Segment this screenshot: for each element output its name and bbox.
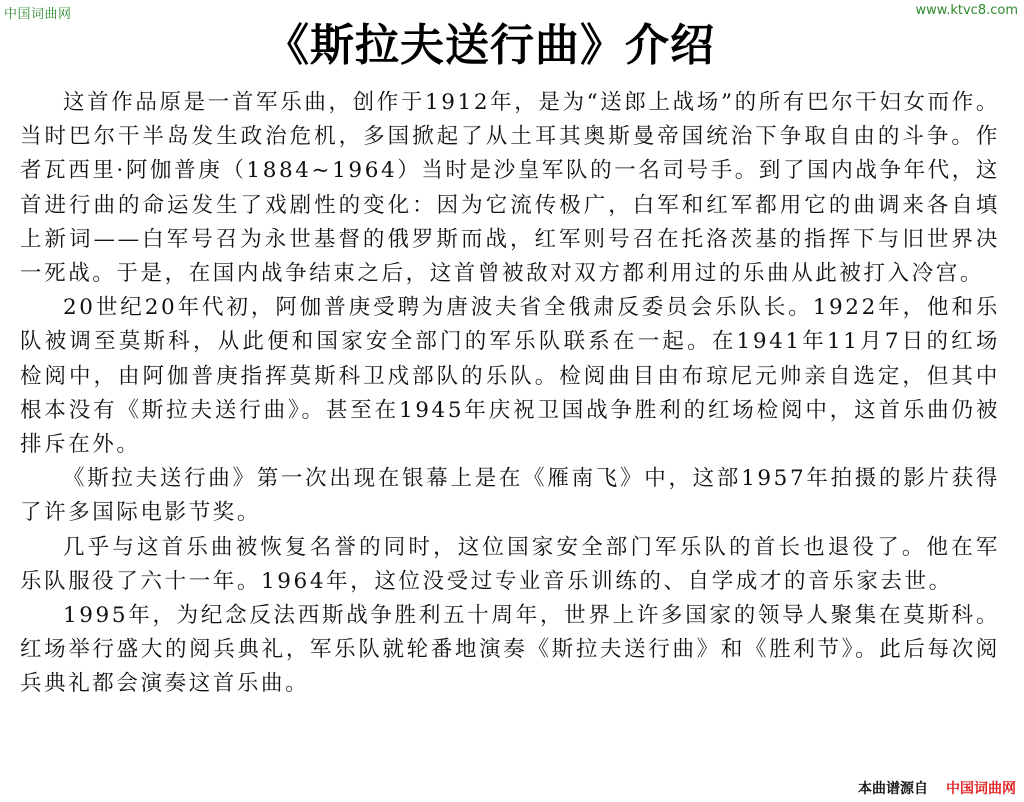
paragraph-3: 《斯拉夫送行曲》第一次出现在银幕上是在《雁南飞》中，这部1957年拍摄的影片获得了许多国际电影节奖。 bbox=[20, 466, 1000, 526]
paragraph-4: 几乎与这首乐曲被恢复名誉的同时，这位国家安全部门军乐队的首长也退役了。他在军乐队服役了六十一年。1964年，这位没受过专业音乐训练的、自学成才的音乐家去世。 bbox=[20, 534, 1000, 594]
paragraph-2: 20世纪20年代初，阿伽普庚受聘为唐波夫省全俄肃反委员会乐队长。1922年，他和乐队被调至莫斯科，从此便和国家安全部门的军乐队联系在一起。在1941年11月7日的红场检阅中，由阿伽普庚指挥莫斯科卫戍部队的乐队。检阅曲目由布琼尼元帅亲自选定，但其中根本没有《斯拉夫送行曲》。甚至在1945年庆祝卫国战争胜利的红场检阅中，这首乐曲仍被排斥在外。 bbox=[20, 295, 1000, 458]
paragraph-5: 1995年，为纪念反法西斯战争胜利五十周年，世界上许多国家的领导人聚集在莫斯科。红场举行盛大的阅兵典礼，军乐队就轮番地演奏《斯拉夫送行曲》和《胜利节》。此后每次阅兵典礼都会演奏这首乐曲。 bbox=[20, 603, 1000, 697]
footer-prefix: 本曲谱源自 bbox=[858, 781, 928, 797]
footer-brand-link[interactable]: 中国词曲网 bbox=[946, 781, 1016, 797]
site-url-link[interactable]: www.ktvc8.com bbox=[915, 3, 1018, 18]
paragraph-1: 这首作品原是一首军乐曲，创作于1912年，是为“送郎上战场”的所有巴尔干妇女而作。当时巴尔干半岛发生政治危机，多国掀起了从土耳其奥斯曼帝国统治下争取自由的斗争。作者瓦西里·阿伽普庚（1884~1964）当时是沙皇军队的一名司号手。到了国内战争年代，这首进行曲的命运发生了戏剧性的变化：因为它流传极广，白军和红军都用它的曲调来各自填上新词——白军号召为永世基督的俄罗斯而战，红军则号召在托洛茨基的指挥下与旧世界决一死战。于是，在国内战争结束之后，这首曾被敌对双方都利用过的乐曲从此被打入冷宫。 bbox=[20, 90, 1000, 287]
source-footer bbox=[858, 778, 1016, 798]
site-name[interactable]: 中国词曲网 bbox=[4, 7, 72, 22]
article-body bbox=[20, 86, 1000, 702]
page-title: 《斯拉夫送行曲》介绍 bbox=[265, 20, 715, 71]
